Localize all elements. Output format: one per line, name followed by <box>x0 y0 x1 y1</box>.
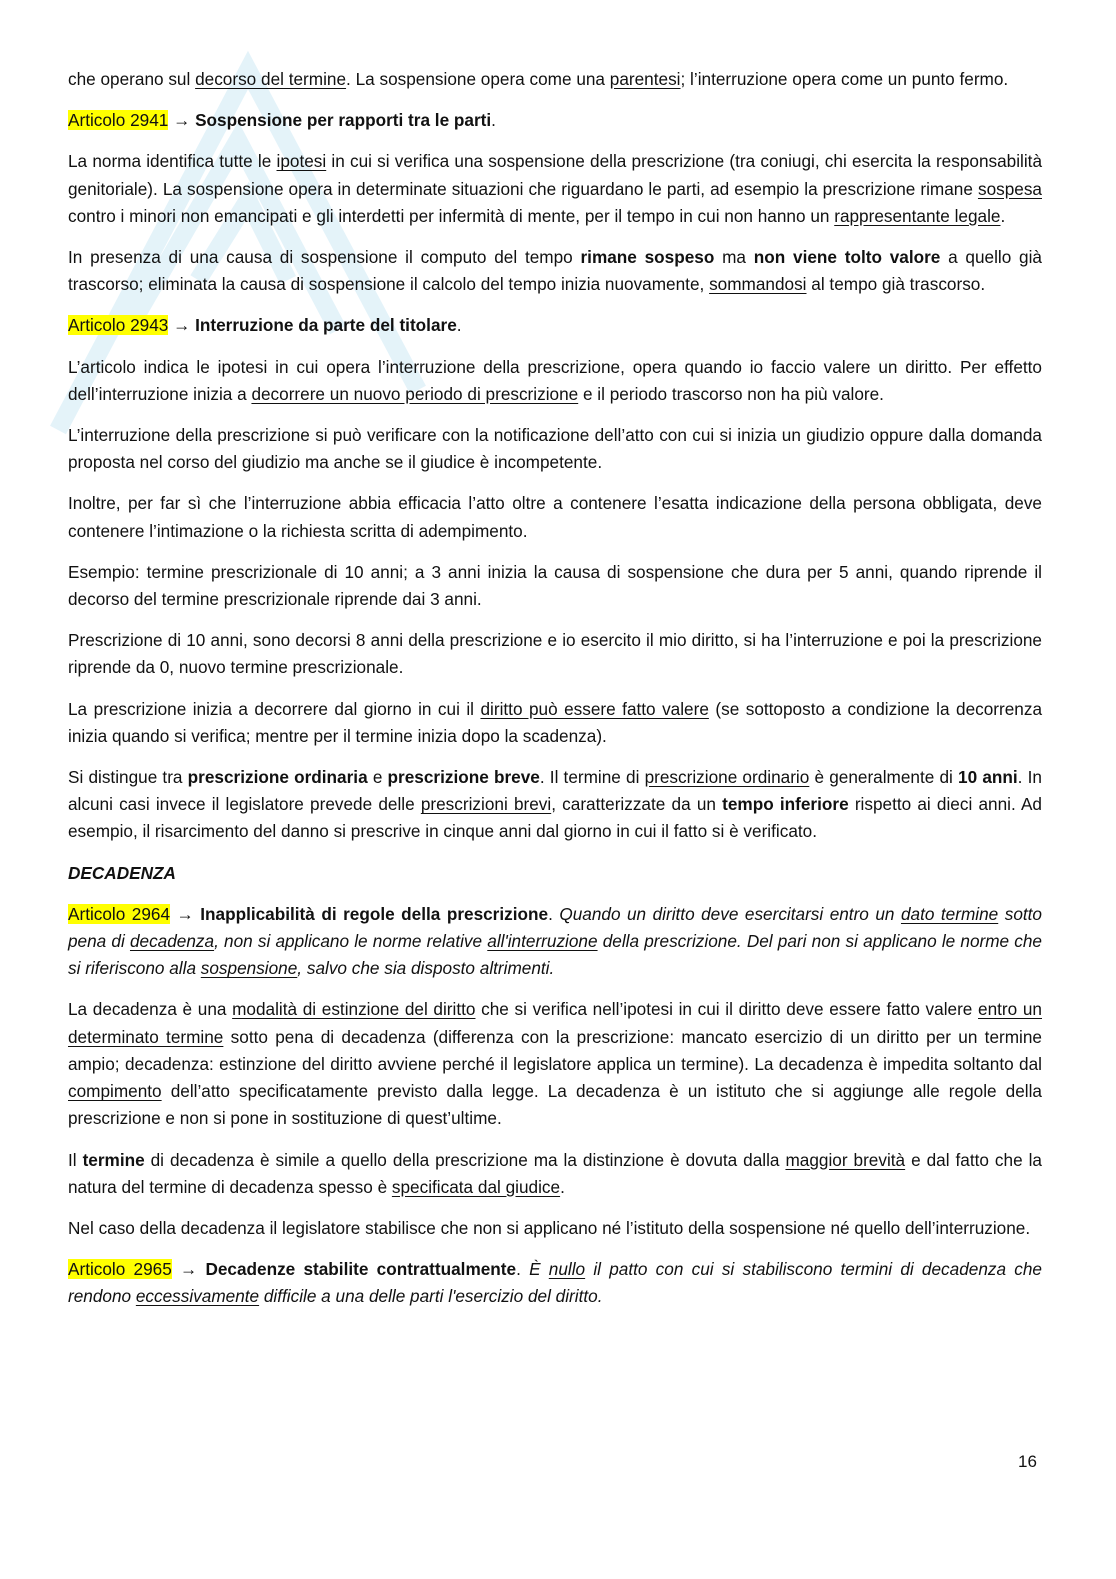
paragraph-sospensione: La norma identifica tutte le ipotesi in cui si verifica una sospensione della prescrizione (tra coniugi, chi esercita la responsabilità genitoriale). La sospensione opera in determinate situazioni che riguardano le parti, ad esempio la prescrizione rimane sospesa contro i minori non emancipati e gli interdetti per infermità di mente, per il tempo in cui non hanno un rappresentante legale. <box>68 151 1043 226</box>
article-title: Interruzione da parte del titolare <box>195 315 457 336</box>
paragraph-decorrenza: La prescrizione inizia a decorrere dal giorno in cui il diritto può essere fatto valere (se sottoposto a condizione la decorrenza inizia quando si verifica; mentre per il termine inizia dopo la scadenza). <box>68 698 1043 746</box>
article-2943: Articolo 2943 → Interruzione da parte del titolare. <box>68 315 462 336</box>
article-2941: Articolo 2941 → Sospensione per rapporti tra le parti. <box>68 110 496 131</box>
arrow-icon: → <box>180 1259 198 1280</box>
paragraph-decadenza: La decadenza è una modalità di estinzione del diritto che si verifica nell’ipotesi in cui il diritto deve essere fatto valere entro un determinato termine sotto pena di decadenza (differenza con la prescrizione: mancato esercizio di un diritto per un termine ampio; decadenza: estinzione del diritto avviene perché il legislatore applica un termine). La decadenza è impedita soltanto dal compimento dell’atto specificatamente previsto dalla legge. La decadenza è un istituto che si aggiunge alle regole della prescrizione e non si pone in sostituzione di quest’ultime. <box>68 999 1042 1129</box>
article-label: Articolo 2965 <box>68 1259 172 1280</box>
article-2965: Articolo 2965 → Decadenze stabilite contrattualmente. È nullo il patto con cui si stabiliscono termini di decadenza che rendono eccessivamente difficile a una delle parti l'esercizio del diritto. <box>68 1259 1042 1307</box>
paragraph-interruzione: L’articolo indica le ipotesi in cui opera l’interruzione della prescrizione, opera quando io faccio valere un diritto. Per effetto dell’interruzione inizia a decorrere un nuovo periodo di prescrizione e il periodo trascorso non ha più valore. <box>68 356 1042 404</box>
arrow-icon: → <box>173 110 191 131</box>
paragraph-termine-decadenza: Il termine di decadenza è simile a quello della prescrizione ma la distinzione è dovuta dalla maggior brevità e dal fatto che la natura del termine di decadenza spesso è specificata dal giudice. <box>68 1149 1042 1197</box>
article-title: Sospensione per rapporti tra le parti <box>195 110 492 131</box>
paragraph-computo: In presenza di una causa di sospensione il computo del tempo rimane sospeso ma non viene tolto valore a quello già trascorso; eliminata la causa di sospensione il calcolo del tempo inizia nuovamente, sommandosi al tempo già trascorso. <box>68 247 1042 295</box>
paragraph-intro: che operano sul decorso del termine. La sospensione opera come una parentesi; l’interruzione opera come un punto fermo. <box>68 69 1009 89</box>
article-label: Articolo 2941 <box>68 110 169 131</box>
article-2964: Articolo 2964 → Inapplicabilità di regole della prescrizione. Quando un diritto deve esercitarsi entro un dato termine sotto pena di decadenza, non si applicano le norme relative all'interruzione della prescrizione. Del pari non si applicano le norme che si riferiscono alla sospensione, salvo che sia disposto altrimenti. <box>68 903 1042 979</box>
article-title: Inapplicabilità di regole della prescrizione <box>200 903 549 924</box>
paragraph-notificazione: L’interruzione della prescrizione si può verificare con la notificazione dell’atto con cui si inizia un giudizio oppure dalla domanda proposta nel corso del giudizio ma anche se il giudice è incompetente. <box>68 425 1042 473</box>
article-label: Articolo 2964 <box>68 903 171 924</box>
page-number: 16 <box>1018 1452 1037 1471</box>
document-page <box>68 66 1042 1325</box>
article-title: Decadenze stabilite contrattualmente <box>205 1259 517 1280</box>
paragraph-legislatore: Nel caso della decadenza il legislatore stabilisce che non si applicano né l’istituto della sospensione né quello dell’interruzione. <box>68 1217 1031 1238</box>
article-label: Articolo 2943 <box>68 315 169 336</box>
arrow-icon: → <box>173 315 191 336</box>
paragraph-efficacia: Inoltre, per far sì che l’interruzione abbia efficacia l’atto oltre a contenere l’esatta indicazione della persona obbligata, deve contenere l’intimazione o la richiesta scritta di adempimento. <box>68 493 1042 541</box>
arrow-icon: → <box>176 903 194 924</box>
paragraph-ordinaria-breve: Si distingue tra prescrizione ordinaria e prescrizione breve. Il termine di prescrizione ordinario è generalmente di 10 anni. In alcuni casi invece il legislatore prevede delle prescrizioni brevi, caratterizzate da un tempo inferiore rispetto ai dieci anni. Ad esempio, il risarcimento del danno si prescrive in cinque anni dal giorno in cui il fatto si è verificato. <box>68 767 1042 842</box>
paragraph-esempio: Esempio: termine prescrizionale di 10 anni; a 3 anni inizia la causa di sospensione che dura per 5 anni, quando riprende il decorso del termine prescrizionale riprende dai 3 anni. <box>68 561 1042 610</box>
section-heading: DECADENZA <box>68 862 176 883</box>
paragraph-prescrizione-10: Prescrizione di 10 anni, sono decorsi 8 anni della prescrizione e io esercito il mio diritto, si ha l’interruzione e poi la prescrizione riprende da 0, nuovo termine prescrizionale. <box>68 630 1042 678</box>
